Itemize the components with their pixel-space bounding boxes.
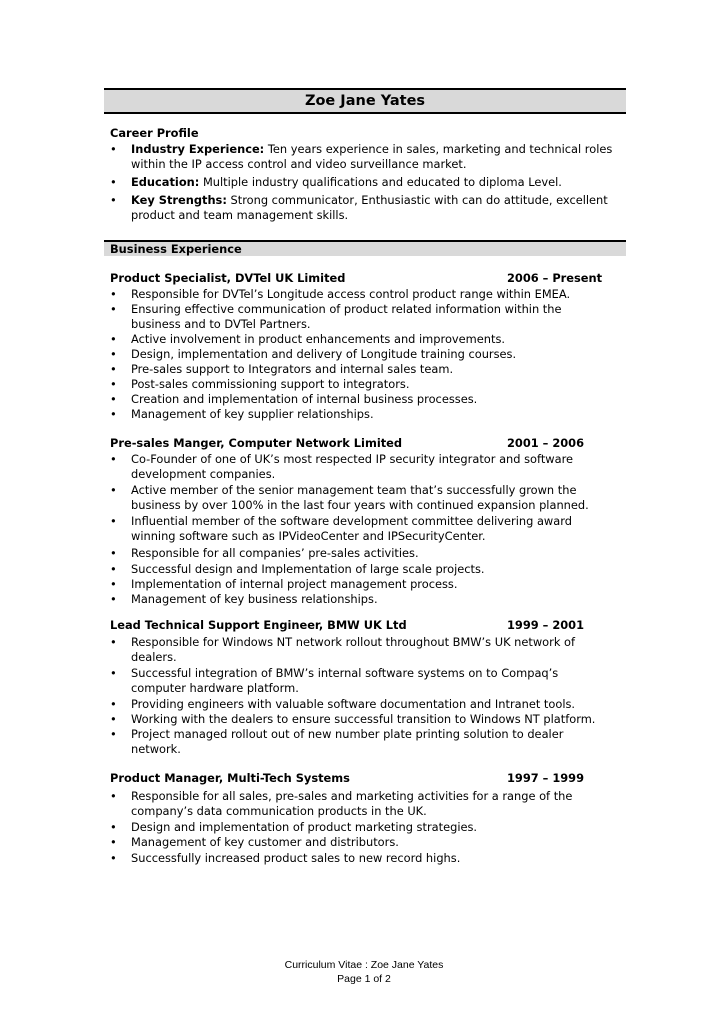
business-experience-heading: Business Experience bbox=[110, 242, 242, 256]
list-item: • Active member of the senior management team that’s successfully grown the business by over 100% in the last four years with continued expansion planned. bbox=[110, 483, 589, 512]
list-item: • Co-Founder of one of UK’s most respected IP security integrator and software development companies. bbox=[110, 452, 574, 481]
job-bullets bbox=[110, 789, 605, 866]
list-item: • Working with the dealers to ensure successful transition to Windows NT platform. bbox=[110, 712, 596, 726]
job-dates: 2006 – Present bbox=[507, 271, 603, 285]
job-title: Pre-sales Manger, Computer Network Limited bbox=[110, 436, 403, 450]
career-profile-list bbox=[110, 142, 625, 226]
list-item: • Responsible for Windows NT network rollout throughout BMW’s UK network of dealers. bbox=[110, 635, 576, 664]
job-dates: 1999 – 2001 bbox=[507, 618, 585, 632]
job-title: Lead Technical Support Engineer, BMW UK Ltd bbox=[110, 618, 407, 632]
list-item: • Management of key business relationships. bbox=[110, 592, 378, 606]
list-item: • Design and implementation of product marketing strategies. bbox=[110, 820, 478, 834]
name-title: Zoe Jane Yates bbox=[304, 93, 426, 109]
job-heading bbox=[110, 618, 590, 632]
footer-title: Curriculum Vitae : Zoe Jane Yates bbox=[284, 959, 444, 971]
job-bullets bbox=[110, 287, 605, 422]
list-item: • Project managed rollout out of new number plate printing solution to dealer network. bbox=[110, 727, 564, 756]
career-profile-heading: Career Profile bbox=[110, 126, 199, 140]
page-footer bbox=[0, 958, 728, 986]
list-item: • Post-sales commissioning support to integrators. bbox=[110, 377, 410, 391]
list-item: • Design, implementation and delivery of Longitude training courses. bbox=[110, 347, 517, 361]
business-experience-bar bbox=[104, 240, 626, 256]
list-item: • Management of key customer and distributors. bbox=[110, 835, 399, 849]
list-item: • Successful design and Implementation of large scale projects. bbox=[110, 562, 485, 576]
job-bullets bbox=[110, 635, 605, 757]
list-item: • Implementation of internal project management process. bbox=[110, 577, 458, 591]
list-item: • Creation and implementation of internal business processes. bbox=[110, 392, 478, 406]
list-item: • Active involvement in product enhancements and improvements. bbox=[110, 332, 506, 346]
list-item: • Management of key supplier relationships. bbox=[110, 407, 374, 421]
list-item: • Education: Multiple industry qualifications and educated to diploma Level. bbox=[110, 175, 562, 189]
job-dates: 1997 – 1999 bbox=[507, 771, 585, 785]
job-title: Product Specialist, DVTel UK Limited bbox=[110, 271, 346, 285]
job-title: Product Manager, Multi-Tech Systems bbox=[110, 771, 350, 785]
list-item: • Responsible for DVTel’s Longitude access control product range within EMEA. bbox=[110, 287, 571, 301]
job-heading bbox=[110, 271, 603, 285]
list-item: • Responsible for all companies’ pre-sales activities. bbox=[110, 546, 419, 560]
list-item: • Successfully increased product sales to new record highs. bbox=[110, 851, 461, 865]
footer-page-number: Page 1 of 2 bbox=[337, 973, 391, 985]
list-item: • Pre-sales support to Integrators and internal sales team. bbox=[110, 362, 454, 376]
list-item: • Industry Experience: Ten years experience in sales, marketing and technical roles within the IP access control and video surveillance market. bbox=[110, 142, 613, 171]
list-item: • Key Strengths: Strong communicator, Enthusiastic with can do attitude, excellent product and team management skills. bbox=[110, 193, 608, 222]
job-dates: 2001 – 2006 bbox=[507, 436, 585, 450]
list-item: • Ensuring effective communication of product related information within the business and to DVTel Partners. bbox=[110, 302, 562, 331]
name-title-bar bbox=[104, 88, 626, 114]
job-bullets bbox=[110, 452, 605, 607]
list-item: • Successful integration of BMW’s internal software systems on to Compaq’s computer hardware platform. bbox=[110, 666, 559, 695]
list-item: • Providing engineers with valuable software documentation and Intranet tools. bbox=[110, 697, 576, 711]
job-heading bbox=[110, 771, 590, 785]
list-item: • Responsible for all sales, pre-sales and marketing activities for a range of the company’s data communication products in the UK. bbox=[110, 789, 573, 818]
job-heading bbox=[110, 436, 590, 450]
list-item: • Influential member of the software development committee delivering award winning software such as IPVideoCenter and IPSecurityCenter. bbox=[110, 514, 572, 543]
